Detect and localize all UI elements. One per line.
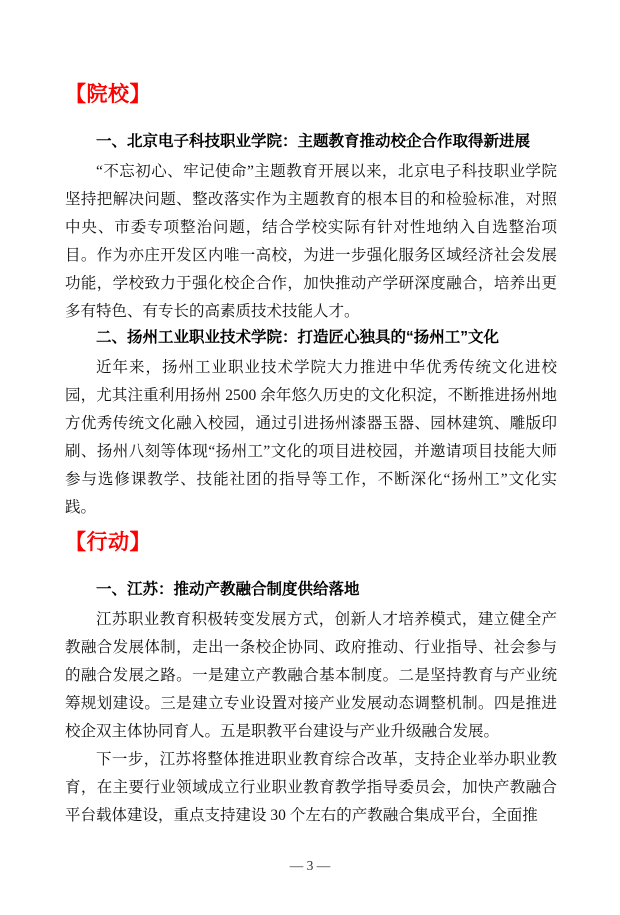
section-heading-actions: 【行动】 bbox=[65, 531, 151, 554]
paragraph-beijing: “不忘初心、牢记使命”主题教育开展以来，北京电子科技职业学院坚持把解决问题、整改落实作为主题教育的根本目的和检验标准，对照中央、市委专项整治问题，结合学校实际有针对性地纳入自选整治项目。作为亦庄开发区内唯一高校，为进一步强化服务区域经济社会发展功能，学校致力于强化校企合作，加快推动产学研深度融合，培养出更多有特色、有专长的高素质技术技能人才。 bbox=[65, 163, 557, 320]
page-number: — 3 — bbox=[289, 858, 331, 873]
article-title-beijing: 一、北京电子科技职业学院：主题教育推动校企合作取得新进展 bbox=[96, 133, 531, 150]
section-heading-colleges: 【院校】 bbox=[65, 83, 151, 106]
paragraph-yangzhou: 近年来，扬州工业职业技术学院大力推进中华优秀传统文化进校园，尤其注重利用扬州 2500 余年悠久历史的文化积淀，不断推进扬州地方优秀传统文化融入校园，通过引进扬州漆器玉器、园林建筑、雕版印刷、扬州八刻等体现“扬州工”文化的项目进校园，并邀请项目技能大师参与选修课教学、技能社团的指导等工作，不断深化“扬州工”文化实践。 bbox=[65, 359, 557, 516]
article-title-jiangsu: 一、江苏：推动产教融合制度供给落地 bbox=[96, 581, 360, 598]
paragraph-jiangsu-2: 下一步，江苏将整体推进职业教育综合改革，支持企业举办职业教育，在主要行业领域成立行业职业教育教学指导委员会，加快产教融合平台载体建设，重点支持建设 30 个左右的产教融合集成平台，全面推 bbox=[65, 751, 557, 824]
paragraph-jiangsu-1: 江苏职业教育积极转变发展方式，创新人才培养模式，建立健全产教融合发展体制，走出一条校企协同、政府推动、行业指导、社会参与的融合发展之路。一是建立产教融合基本制度。二是坚持教育与产业统筹规划建设。三是建立专业设置对接产业发展动态调整机制。四是推进校企双主体协同育人。五是职教平台建设与产业升级融合发展。 bbox=[65, 611, 557, 740]
article-title-yangzhou: 二、扬州工业职业技术学院：打造匠心独具的“扬州工”文化 bbox=[96, 329, 500, 346]
